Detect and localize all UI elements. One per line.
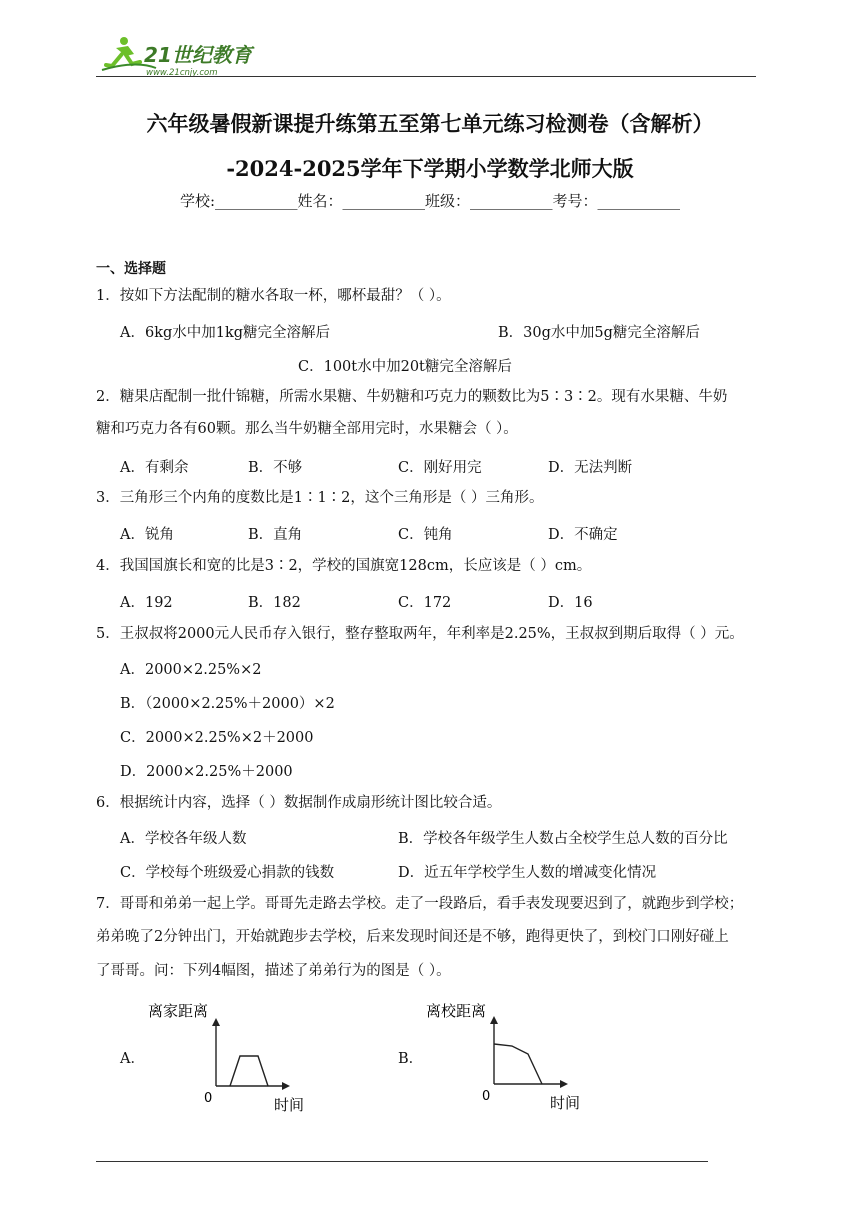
question-3-stem: 3．三角形三个内角的度数比是1∶1∶2，这个三角形是（ ）三角形。 <box>96 490 544 506</box>
graph-a-xlabel: 时间 <box>274 1096 305 1114</box>
q3-option-b: B．直角 <box>248 527 303 543</box>
page-title: 六年级暑假新课提升练第五至第七单元练习检测卷（含解析） <box>146 111 714 136</box>
q3-option-a: A．锐角 <box>120 527 174 543</box>
graph-b-xlabel: 时间 <box>550 1094 581 1112</box>
logo <box>96 32 266 80</box>
q2-option-b: B．不够 <box>248 460 303 476</box>
q4-option-a: A．192 <box>120 595 173 611</box>
question-4-stem: 4．我国国旗长和宽的比是3∶2，学校的国旗宽128cm，长应该是（ ）cm。 <box>96 558 592 574</box>
name-field: 姓名：___________ <box>297 192 426 210</box>
q4-option-b: B．182 <box>248 595 301 611</box>
question-7-stem-line1: 7．哥哥和弟弟一起上学。哥哥先走路去学校。走了一段路后，看手表发现要迟到了，就跑步到学校； <box>96 896 744 912</box>
question-6-stem: 6．根据统计内容，选择（ ）数据制作成扇形统计图比较合适。 <box>96 795 502 811</box>
q5-option-c: C．2000×2.25%×2＋2000 <box>120 730 314 746</box>
q6-option-d: D．近五年学校学生人数的增减变化情况 <box>398 865 657 881</box>
graph-b-origin: 0 <box>482 1089 491 1104</box>
q2-option-a: A．有剩余 <box>120 460 189 476</box>
graph-a-origin: 0 <box>204 1091 213 1106</box>
logo-graphic <box>96 32 266 80</box>
logo-url: www.21cnjy.com <box>146 68 218 78</box>
q5-option-a: A．2000×2.25%×2 <box>120 662 262 678</box>
q4-option-c: C．172 <box>398 595 452 611</box>
graph-a-ylabel: 离家距离 <box>148 1002 209 1020</box>
q1-option-a: A．6kg水中加1kg糖完全溶解后 <box>120 325 331 341</box>
q7-option-b: B． <box>398 1051 424 1067</box>
graph-b-line <box>494 1044 542 1084</box>
section-title: 一、选择题 <box>96 261 166 277</box>
question-7-stem-line2: 弟弟晚了2分钟出门，开始就跑步去学校，后来发现时间还是不够，跑得更快了，到校门口刚好碰上 <box>96 929 729 945</box>
exam-number-field: 考号：___________ <box>552 192 681 210</box>
student-info-line <box>0 190 860 211</box>
q1-option-b: B．30g水中加5g糖完全溶解后 <box>498 325 700 341</box>
graph-a <box>140 996 320 1116</box>
graph-b-ylabel: 离校距离 <box>426 1002 487 1020</box>
question-5-stem: 5．王叔叔将2000元人民币存入银行，整存整取两年，年利率是2.25%，王叔叔到期后取得（ ）元。 <box>96 626 744 642</box>
question-1-stem: 1．按如下方法配制的糖水各取一杯，哪杯最甜？（ ）。 <box>96 288 451 304</box>
question-7-stem-line3: 了哥哥。问：下列4幅图，描述了弟弟行为的图是（ ）。 <box>96 963 451 979</box>
question-2-stem-line2: 糖和巧克力各有60颗。那么当牛奶糖全部用完时，水果糖会（ ）。 <box>96 421 518 437</box>
class-field: 班级：___________ <box>425 192 553 210</box>
q2-option-c: C．刚好用完 <box>398 460 482 476</box>
footer-rule <box>96 1161 708 1162</box>
q1-option-c: C．100t水中加20t糖完全溶解后 <box>298 359 512 375</box>
graph-b <box>420 996 600 1116</box>
q5-option-d: D．2000×2.25%＋2000 <box>120 764 293 780</box>
header-rule <box>96 76 756 77</box>
q6-option-a: A．学校各年级人数 <box>120 831 247 847</box>
q3-option-d: D．不确定 <box>548 527 618 543</box>
q4-option-d: D．16 <box>548 595 593 611</box>
school-field: 学校:___________ <box>179 192 298 210</box>
q3-option-c: C．钝角 <box>398 527 453 543</box>
question-2-stem-line1: 2．糖果店配制一批什锦糖，所需水果糖、牛奶糖和巧克力的颗数比为5∶3∶2。现有水果糖、牛奶 <box>96 389 728 405</box>
q2-option-d: D．无法判断 <box>548 460 633 476</box>
q7-option-a: A． <box>120 1051 145 1067</box>
q6-option-b: B．学校各年级学生人数占全校学生总人数的百分比 <box>398 831 728 847</box>
q6-option-c: C．学校每个班级爱心捐款的钱数 <box>120 865 335 881</box>
graph-a-line <box>230 1056 268 1086</box>
q5-option-b: B．（2000×2.25%＋2000）×2 <box>120 696 335 712</box>
page-subtitle: -2024-2025学年下学期小学数学北师大版 <box>226 156 634 181</box>
logo-text: 21世纪教育 <box>144 43 252 67</box>
